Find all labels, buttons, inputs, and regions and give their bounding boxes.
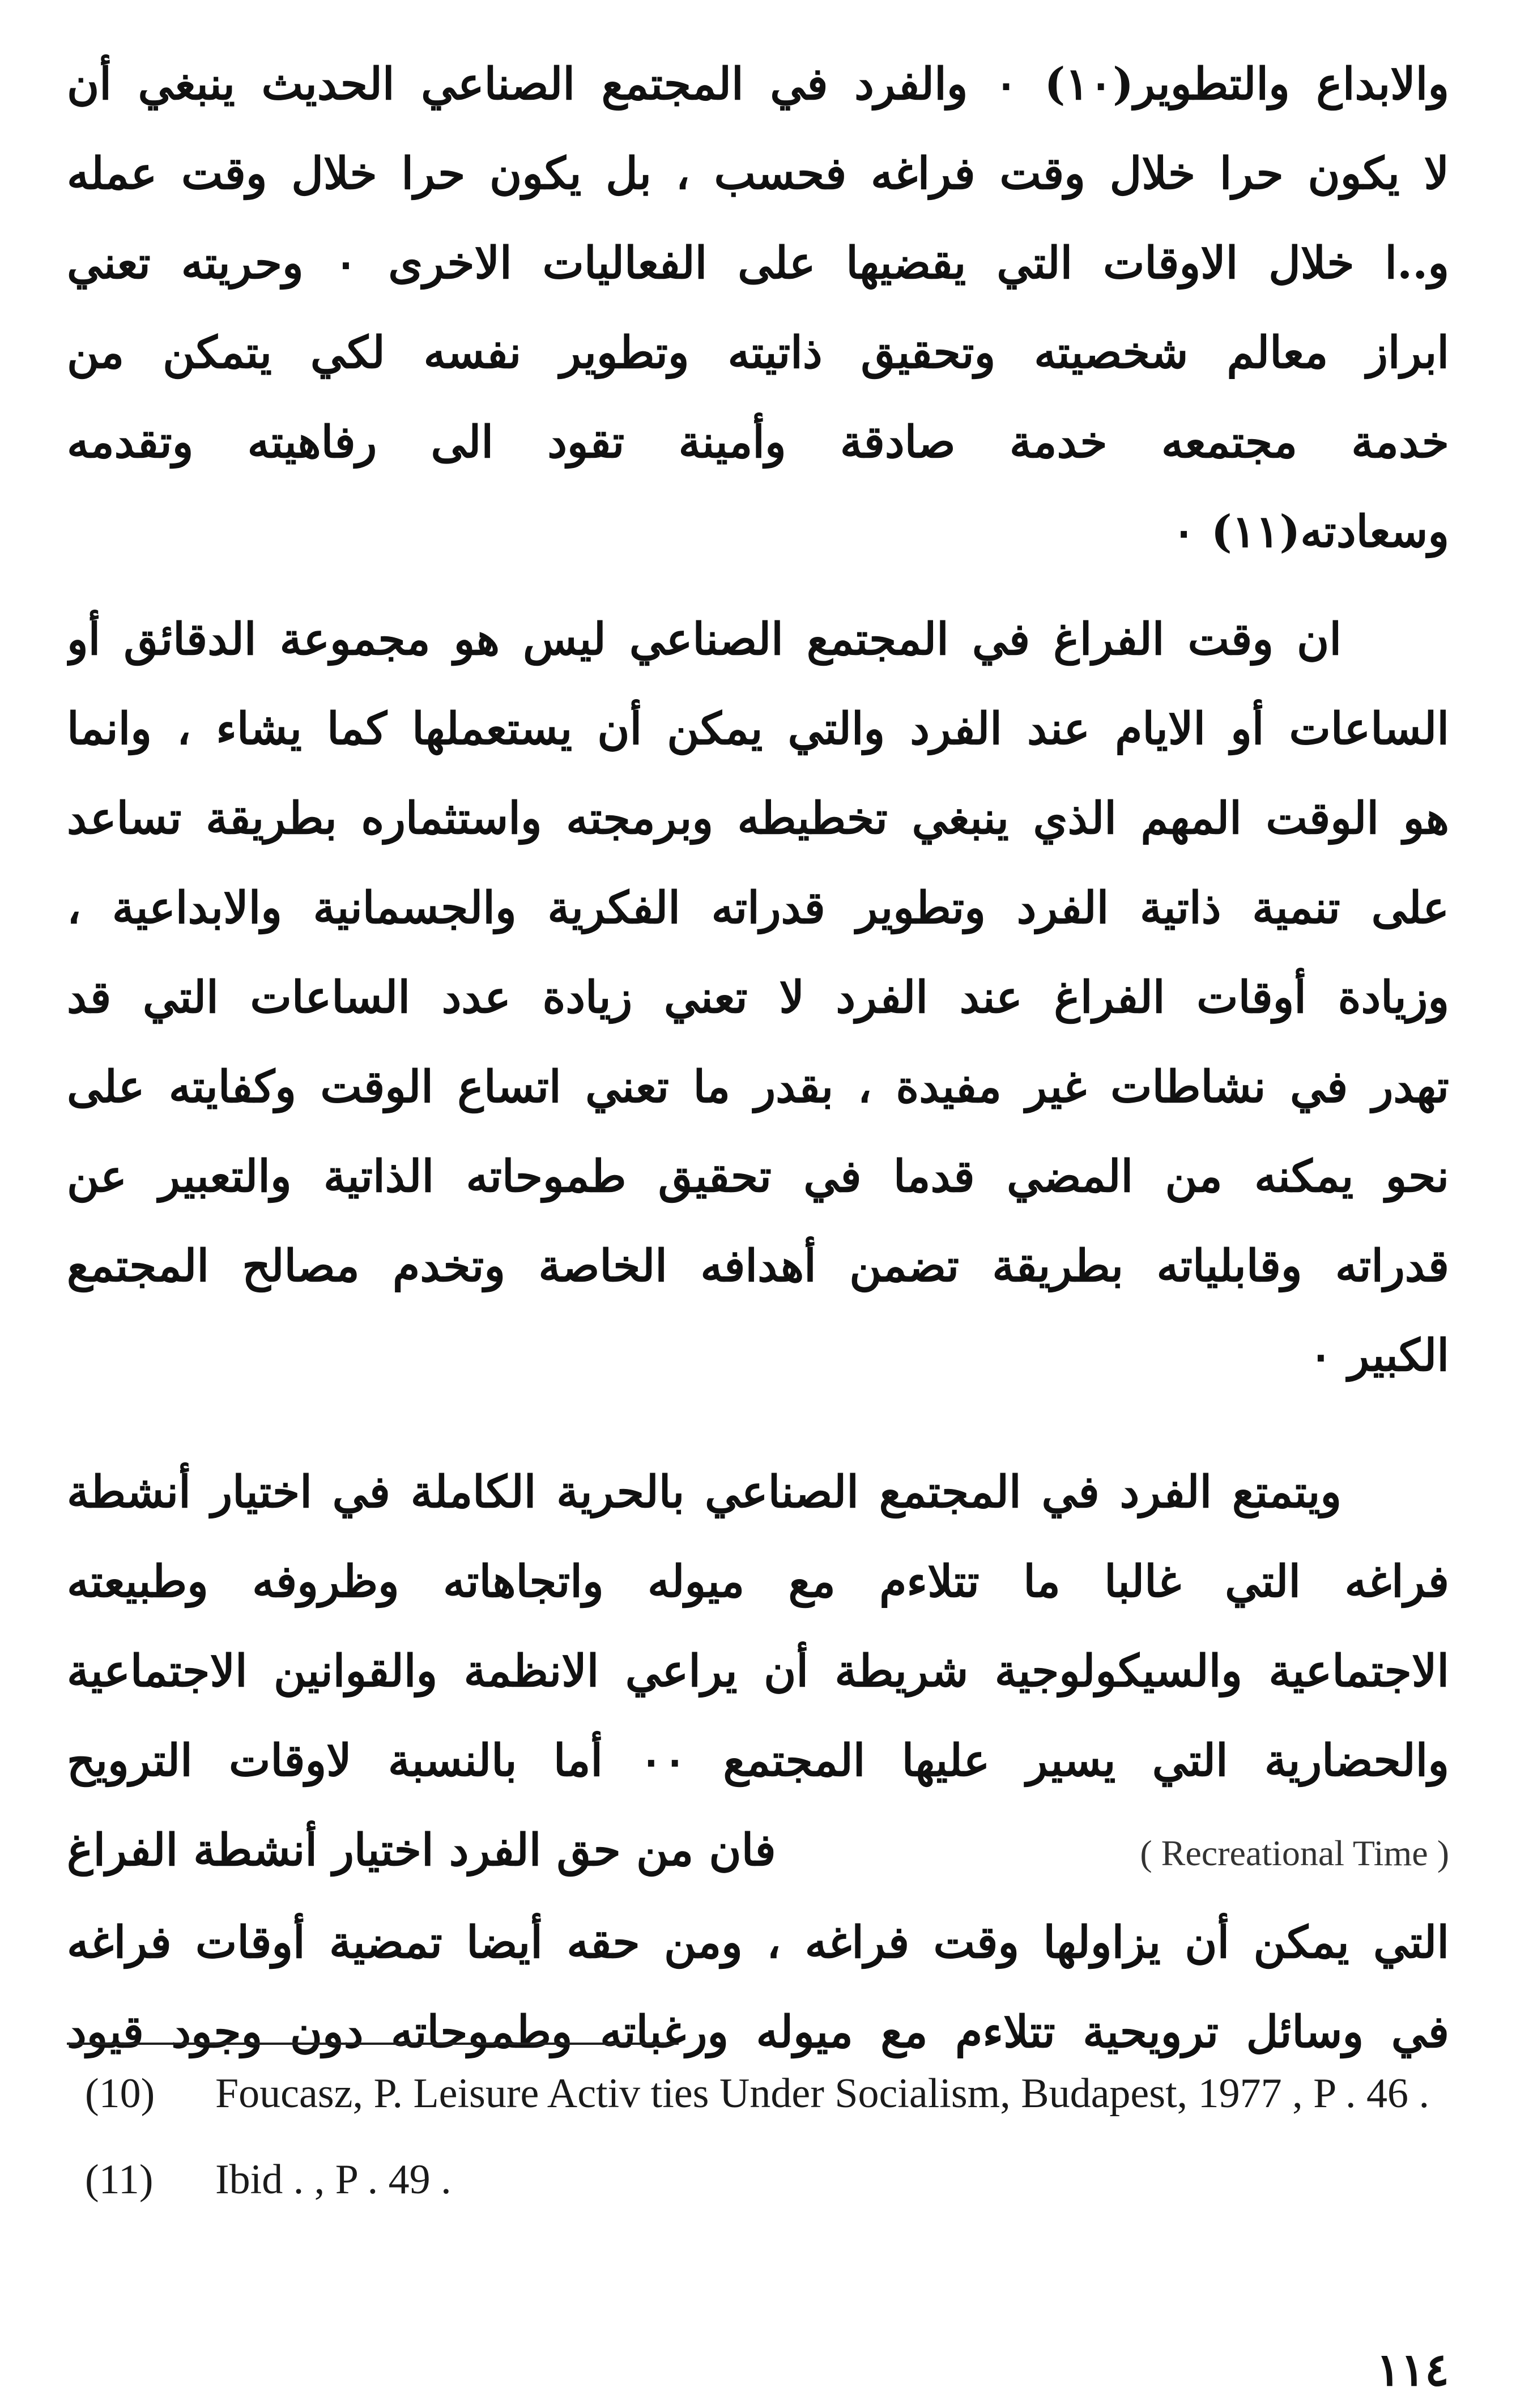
paragraph-3 [67,1448,1449,2077]
text-line: فراغه التي غالبا ما تتلاءم مع ميوله واتجاهاته وظروفه وطبيعته [67,1556,1449,1607]
text-line: والابداع والتطوير(١٠) ٠ والفرد في المجتمع الصناعي الحديث ينبغي أن [67,58,1449,110]
text-line: هو الوقت المهم الذي ينبغي تخطيطه وبرمجته واستثماره بطريقة تساعد [67,793,1449,844]
text-line: الكبير ٠ [1309,1330,1449,1381]
footnote-item [85,2062,1456,2125]
text-line: في وسائل ترويحية تتلاءم مع ميوله ورغباته وطموحاته دون وجود قيود [67,2006,1449,2058]
english-term: ( Recreational Time ) [1140,1833,1449,1873]
arabic-segment: فان من حق الفرد اختيار أنشطة الفراغ [67,1824,776,1876]
page-number: ١١٤ [1376,2343,1449,2396]
text-line: والحضارية التي يسير عليها المجتمع ٠٠ أما بالنسبة لاوقات الترويح [67,1735,1449,1786]
footnote-item [85,2149,1456,2211]
text-line: ويتمتع الفرد في المجتمع الصناعي بالحرية الكاملة في اختيار أنشطة [67,1466,1342,1518]
footnote-number: (11) [85,2156,154,2203]
text-line: و..ا خلال الاوقات التي يقضيها على الفعاليات الاخرى ٠ وحريته تعني [67,237,1449,289]
paragraph-1 [67,40,1449,577]
text-line: ابراز معالم شخصيته وتحقيق ذاتيته وتطوير نفسه لكي يتمكن من [67,327,1449,378]
text-line: خدمة مجتمعه خدمة صادقة وأمينة تقود الى رفاهيته وتقدمه [67,416,1449,468]
text-line: الساعات أو الايام عند الفرد والتي يمكن أن يستعملها كما يشاء ، وانما [67,703,1449,755]
text-line: تهدر في نشاطات غير مفيدة ، بقدر ما تعني اتساع الوقت وكفايته على [67,1061,1449,1113]
footnote-text: Ibid . , P . 49 . [215,2156,452,2203]
text-line: نحو يمكنه من المضي قدما في تحقيق طموحاته الذاتية والتعبير عن [67,1151,1449,1202]
text-line: الاجتماعية والسيكولوجية شريطة أن يراعي الانظمة والقوانين الاجتماعية [67,1645,1449,1697]
footnote-number: (10) [85,2070,155,2117]
mixed-language-line [67,1806,1449,1898]
footnote-divider [67,2043,679,2045]
text-line: لا يكون حرا خلال وقت فراغه فحسب ، بل يكون حرا خلال وقت عمله [67,148,1449,199]
footnotes [85,2062,1456,2235]
text-line: وزيادة أوقات الفراغ عند الفرد لا تعني زيادة عدد الساعات التي قد [67,972,1449,1023]
text-line: وسعادته(١١) ٠ [1172,506,1449,558]
text-line: التي يمكن أن يزاولها وقت فراغه ، ومن حقه أيضا تمضية أوقات فراغه [67,1917,1449,1968]
paragraph-2 [67,595,1449,1401]
text-line: قدراته وقابلياته بطريقة تضمن أهدافه الخاصة وتخدم مصالح المجتمع [67,1240,1449,1292]
text-line: ان وقت الفراغ في المجتمع الصناعي ليس هو مجموعة الدقائق أو [67,614,1342,665]
text-line: على تنمية ذاتية الفرد وتطوير قدراته الفكرية والجسمانية والابداعية ، [67,882,1449,934]
footnote-text: Foucasz, P. Leisure Activ ties Under Socialism, Budapest, 1977 , P . 46 . [215,2070,1430,2117]
